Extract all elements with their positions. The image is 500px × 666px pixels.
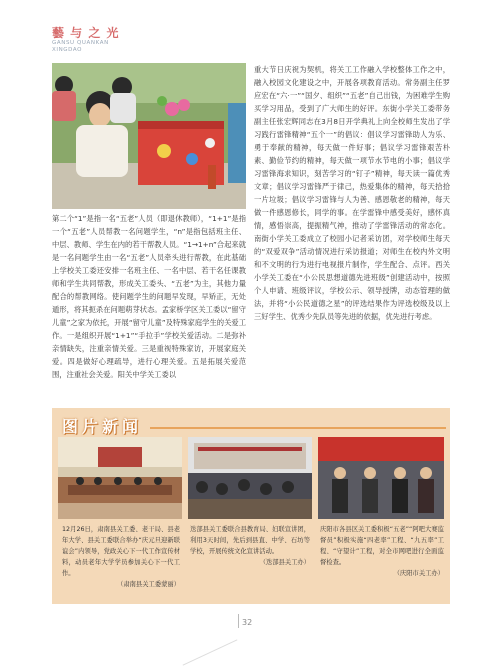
caption-1-text: 12月26日，肃南县关工委、老干局、县老年大学、县关工委联合举办“庆元旦迎新联谊会”内领导，党政关心下一代工作宣传材料，动员老年大学学员参加关心下一代工作。 (62, 526, 180, 577)
caption-1-credit: （肃南县关工委蒙丽） (117, 581, 180, 588)
caption-3-text: 庆阳市各县区关工委积极“五老”“阿吧大赛监督员”积极实施“四老率”工程、“九五率”工程、“守望计”工程，对全市网吧进行全面监督检查。 (320, 526, 444, 566)
magazine-logo (52, 24, 142, 58)
photo-children-painting (52, 63, 246, 209)
caption-3-credit: （庆阳市关工办） (393, 570, 444, 577)
picture-news-title: 图片新闻 (62, 417, 143, 436)
caption-2-credit: （迭部县关工办） (259, 559, 310, 566)
title-underline (150, 427, 446, 429)
page-number: 32 (242, 618, 253, 627)
caption-2-text: 迭部县关工委联合县教育局、妇联宣讲团，利用3天时间，先后到县直、中学、石坊等学校，开展传统文化宣讲活动。 (190, 526, 310, 555)
caption-3 (320, 524, 444, 579)
photo-conference-meeting (58, 437, 182, 519)
logo-subtitle: GANSU QUANKAN (52, 40, 109, 46)
article-left-column: 第二个“1”是指一名“五老”人员（即退休教师），“1+1”是指一个“五老”人员帮教一名问题学生，“n”是指包括班主任、中层、教师、学生在内的若干帮教人员。“1→1+n”合起来就是一名问题学生由一名“五老”人员牵头进行帮教，在此基础上学校关工委还安排一名班主任、一名中层、若干名任课教师和学生共同帮教，形成关工委头、“五老”为主，其他力量配合的帮教网络。使问题学生的问题早发现，早矫正，无处遁形，将其扼杀在问题萌芽状态。孟家桥学区关工委以“留守儿童”之家为依托，开展“留守儿童”及特殊家庭学生的关爱工作。一是组织开展“1+1”“手拉手”学校关爱活动。二是弥补亲情缺失，注重亲情关爱。三是重视特殊家访，开展家庭关爱。四是做好心理疏导，进行心理关爱。五是拓展关爱范围，注重社会关爱。阳关中学关工委以 (52, 214, 246, 379)
logo-subtitle-2: XINGDAO (52, 47, 83, 53)
caption-1 (62, 524, 180, 590)
photo-internet-cafe-inspection (318, 437, 444, 519)
caption-2 (190, 524, 310, 568)
page-divider (238, 614, 239, 628)
photo-school-outreach (188, 437, 312, 519)
logo-title: 藝 与 之 光 (52, 26, 120, 40)
article-right-column: 重大节日庆祝为契机，将关工工作融入学校整体工作之中，融入校园文化建设之中，开展各项教育活动。常务副主任罗应宏在“六·一”“国夕、组织”“五老”自己出钱，为困难学生购买学习用品，受到了广大师生的好评。东街小学关工委带务副主任张宏辉同志在3月8日开学典礼上向全校师生发出了学习践行雷锋精神“五个一”的倡议：倡议学习雷锋助人为乐、勇于奉献的精神，每天做一件好事；倡议学习雷锋艰苦朴素、勤俭节约的精神，每天做一项节水节电的小事；倡议学习雷锋海求知识，刻苦学习的“钉子”精神，每天读一篇优秀文章；倡议学习雷锋严于律己，热爱集体的精神，每天拾拾一片垃圾；倡议学习雷锋与人为善、感恩敬老的精神，每天做一件感恩修长，同学的事。在学雷锋中感受美好，感怀真情，感悟崇高，提振精气神，推动了学雷锋活动的常态化。南街小学关工委成立了校园小记者采访团，对学校师生每天的“双爱双争”活动情况进行采访报道；对师生在校内外文明和不文明的行为进行电视报片制作，学生配合、点评。西关小学关工委在“小公民思想道德先进班级”创建活动中，按照个人申请、班级评议，学校公示、领导授牌，动态管理的做法，并将“小公民道德之星”的评选结果作为评选校级及以上三好学生、优秀少先队员等先进的依据，优先进行考虑。 (254, 65, 450, 321)
